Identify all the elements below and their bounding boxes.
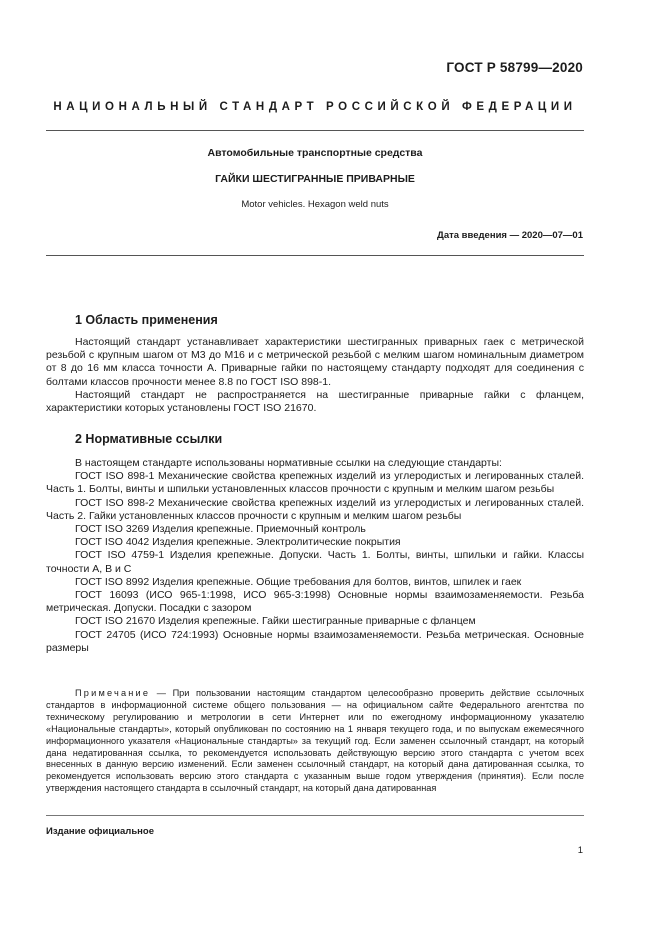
section-2-body	[46, 457, 584, 655]
note-paragraph	[46, 688, 584, 795]
reference-item: ГОСТ ISO 4042 Изделия крепежные. Электролитические покрытия	[75, 536, 401, 549]
page-number: 1	[577, 845, 583, 856]
note-label: Примечание	[75, 688, 151, 698]
reference-item: ГОСТ ISO 8992 Изделия крепежные. Общие требования для болтов, винтов, шпилек и гаек	[75, 575, 522, 588]
national-standard-title: НАЦИОНАЛЬНЫЙ СТАНДАРТ РОССИЙСКОЙ ФЕДЕРАЦИИ	[53, 101, 577, 113]
document-subtitle: Автомобильные транспортные средства	[207, 147, 423, 159]
section-1-body	[46, 336, 584, 415]
header-divider	[46, 130, 584, 131]
english-title: Motor vehicles. Hexagon weld nuts	[241, 199, 389, 210]
section-1-paragraph: Настоящий стандарт не распространяется на шестигранные приварные гайки с фланцем, характеристики которых установлены ГОСТ ISO 21670.	[46, 388, 584, 415]
document-title: ГАЙКИ ШЕСТИГРАННЫЕ ПРИВАРНЫЕ	[215, 173, 415, 185]
reference-item: ГОСТ ISO 4759-1 Изделия крепежные. Допуски. Часть 1. Болты, винты, шпильки и гайки. Классы точности А, В и С	[46, 549, 584, 575]
section-1-heading: 1 Область применения	[75, 313, 218, 327]
reference-item: ГОСТ ISO 898-1 Механические свойства крепежных изделий из углеродистых и легированных сталей. Часть 1. Болты, винты и шпильки установленных классов прочности с крупным и мелким шагом резьбы	[46, 470, 584, 496]
note-text: — При пользовании настоящим стандартом целесообразно проверить действие ссылочных стандартов в информационной системе общего пользования — на официальном сайте Федерального агентства по техническому регулированию и метрологии в сети Интернет или по ежегодному информационному указателю «Национальные стандарты», который опубликован по состоянию на 1 января текущего года, и по выпускам ежемесячного информационного указателя «Национальные стандарты» за текущий год. Если заменен ссылочный стандарт, на который дана недатированная ссылка, то рекомендуется использовать действующую версию этого стандарта с учетом всех внесенных в данную версию изменений. Если заменен ссылочный стандарт, на который дана датированная ссылка, то рекомендуется использовать версию этого стандарта с указанным выше годом утверждения (принятия). Если после утверждения настоящего стандарта в ссылочный стандарт, на который дана датированная	[46, 688, 584, 794]
footer-divider	[46, 815, 584, 816]
reference-item: ГОСТ 24705 (ИСО 724:1993) Основные нормы взаимозаменяемости. Резьба метрическая. Основные размеры	[46, 628, 584, 654]
reference-item: ГОСТ ISO 3269 Изделия крепежные. Приемочный контроль	[75, 523, 366, 536]
standard-number: ГОСТ Р 58799—2020	[446, 60, 583, 75]
reference-item: ГОСТ ISO 898-2 Механические свойства крепежных изделий из углеродистых и легированных сталей. Часть 2. Гайки установленных классов прочности с крупным и мелким шагом резьбы	[46, 496, 584, 522]
official-edition-label: Издание официальное	[46, 826, 154, 837]
reference-item: ГОСТ ISO 21670 Изделия крепежные. Гайки шестигранные приварные с фланцем	[75, 615, 476, 628]
note-block	[46, 688, 584, 795]
references-intro: В настоящем стандарте использованы нормативные ссылки на следующие стандарты:	[75, 457, 502, 469]
introduction-date: Дата введения — 2020—07—01	[437, 230, 583, 241]
section-1-paragraph: Настоящий стандарт устанавливает характеристики шестигранных приварных гаек с метрической резьбой с крупным шагом от М3 до М16 и с метрической резьбой с мелким шагом номинальным диаметром от 8 до 16 мм класса точности А. Приварные гайки по настоящему стандарту подходят для соединения с болтами классов прочности менее 8.8 по ГОСТ ISO 898-1.	[46, 336, 584, 388]
reference-item: ГОСТ 16093 (ИСО 965-1:1998, ИСО 965-3:1998) Основные нормы взаимозаменяемости. Резьба метрическая. Допуски. Посадки с зазором	[46, 589, 584, 615]
section-2-heading: 2 Нормативные ссылки	[75, 432, 223, 446]
title-divider	[46, 255, 584, 256]
